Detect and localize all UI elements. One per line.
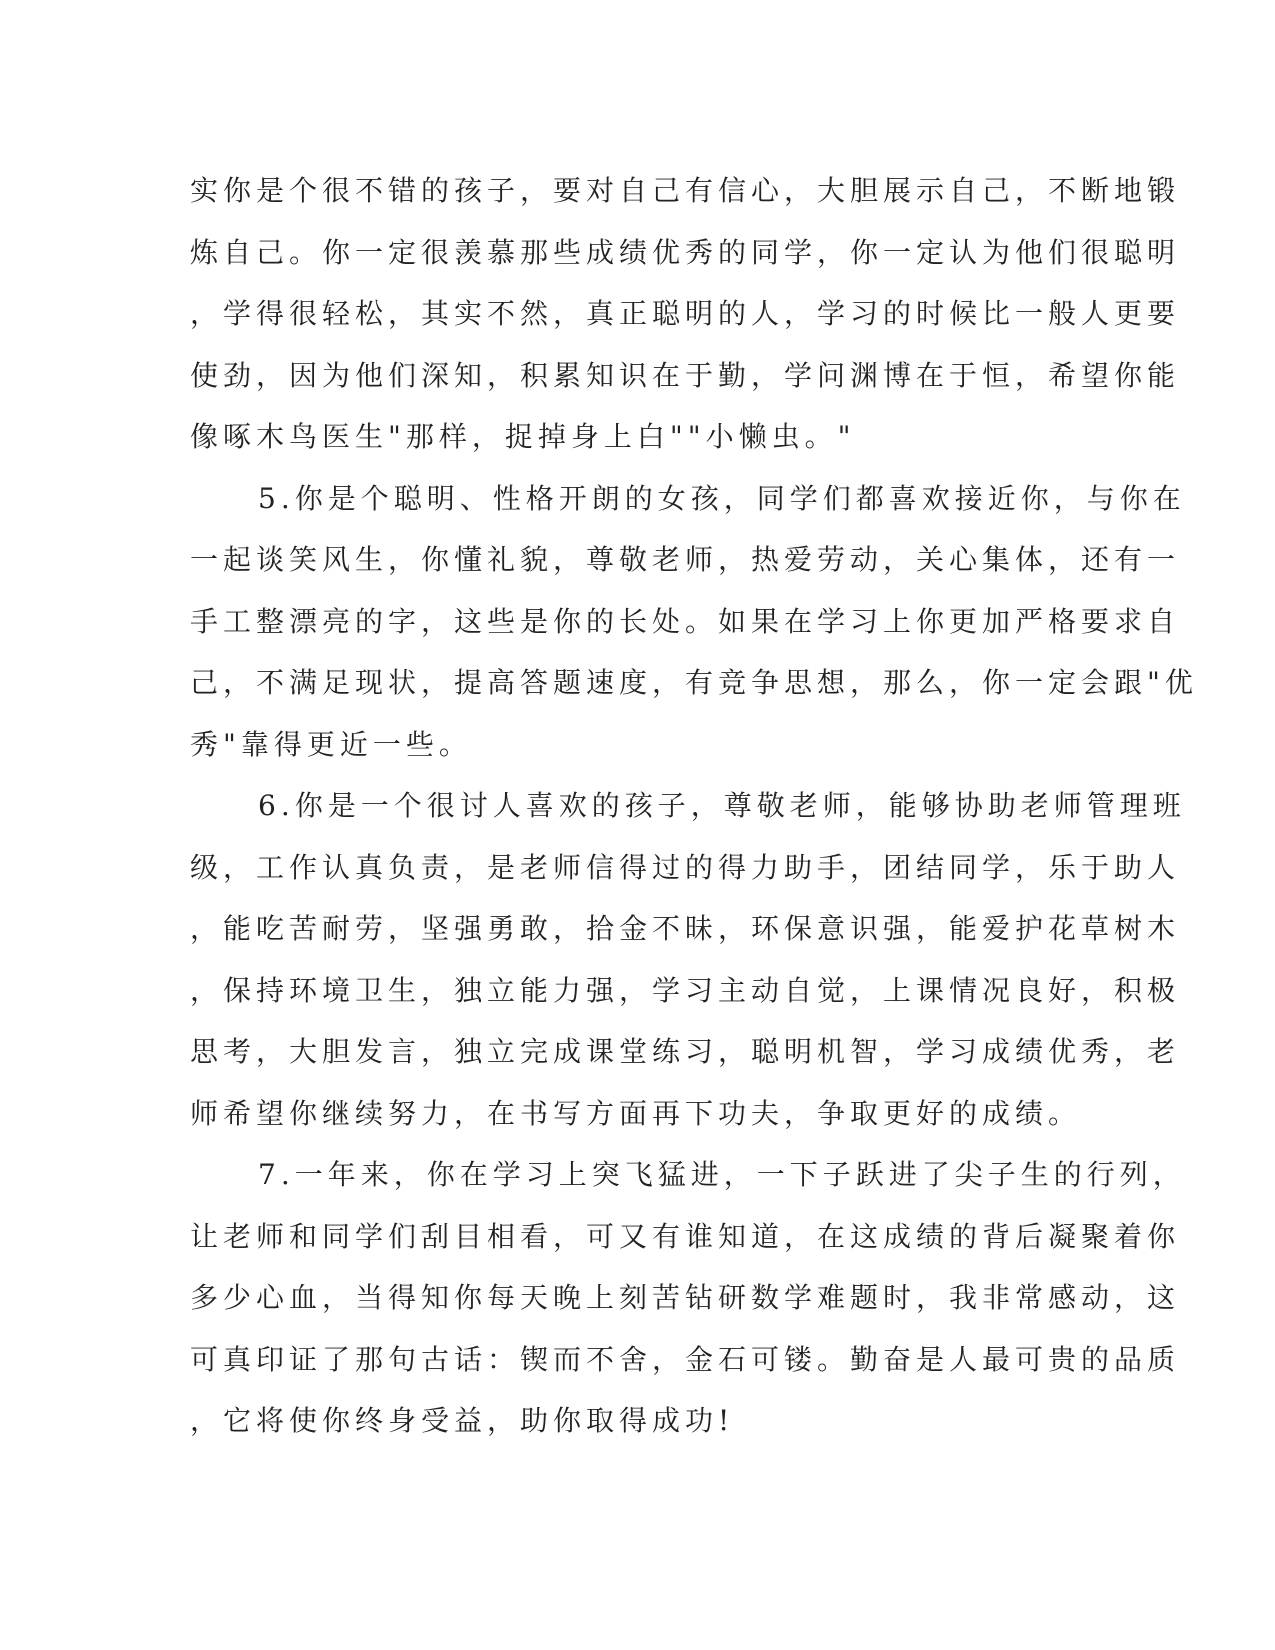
text-line: 思考，大胆发言，独立完成课堂练习，聪明机智，学习成绩优秀，老	[190, 1035, 1181, 1068]
text-line: 师希望你继续努力，在书写方面再下功夫，争取更好的成绩。	[190, 1096, 1082, 1130]
text-line: ，能吃苦耐劳，坚强勇敢，拾金不昧，环保意识强，能爱护花草树木	[190, 912, 1181, 945]
paragraph-7	[190, 1144, 1186, 1452]
text-line: 己，不满足现状，提高答题速度，有竞争思想，那么，你一定会跟"优	[190, 666, 1198, 699]
text-line: ，学得很轻松，其实不然，真正聪明的人，学习的时候比一般人更要	[190, 297, 1181, 330]
text-line: 使劲，因为他们深知，积累知识在于勤，学问渊博在于恒，希望你能	[190, 358, 1181, 392]
text-line: 可真印证了那句古话：锲而不舍，金石可镂。勤奋是人最可贵的品质	[190, 1342, 1181, 1376]
text-line: 实你是个很不错的孩子，要对自己有信心，大胆展示自己，不断地锻	[190, 174, 1181, 207]
text-line: 手工整漂亮的字，这些是你的长处。如果在学习上你更加严格要求自	[190, 604, 1181, 638]
text-line: 5.你是个聪明、性格开朗的女孩，同学们都喜欢接近你，与你在	[258, 481, 1186, 515]
text-line: 炼自己。你一定很羡慕那些成绩优秀的同学，你一定认为他们很聪明	[190, 235, 1181, 269]
text-line: 像啄木鸟医生"那样，捉掉身上白""小懒虫。"	[190, 420, 856, 453]
paragraph-1	[190, 160, 1181, 468]
paragraph-6	[190, 775, 1186, 1144]
text-line: ，保持环境卫生，独立能力强，学习主动自觉，上课情况良好，积极	[190, 973, 1181, 1007]
text-line: 级，工作认真负责，是老师信得过的得力助手，团结同学，乐于助人	[190, 850, 1181, 884]
text-line: 7.一年来，你在学习上突飞猛进，一下子跃进了尖子生的行列，	[258, 1158, 1186, 1191]
text-line: 让老师和同学们刮目相看，可又有谁知道，在这成绩的背后凝聚着你	[190, 1219, 1181, 1253]
text-line: ，它将使你终身受益，助你取得成功!	[190, 1404, 735, 1437]
text-line: 一起谈笑风生，你懂礼貌，尊敬老师，热爱劳动，关心集体，还有一	[190, 543, 1181, 576]
document-body	[190, 160, 1198, 1452]
text-line: 多少心血，当得知你每天晚上刻苦钻研数学难题时，我非常感动，这	[190, 1281, 1181, 1314]
text-line: 秀"靠得更近一些。	[190, 727, 472, 761]
text-line: 6.你是一个很讨人喜欢的孩子，尊敬老师，能够协助老师管理班	[258, 789, 1186, 822]
paragraph-5	[190, 468, 1198, 776]
